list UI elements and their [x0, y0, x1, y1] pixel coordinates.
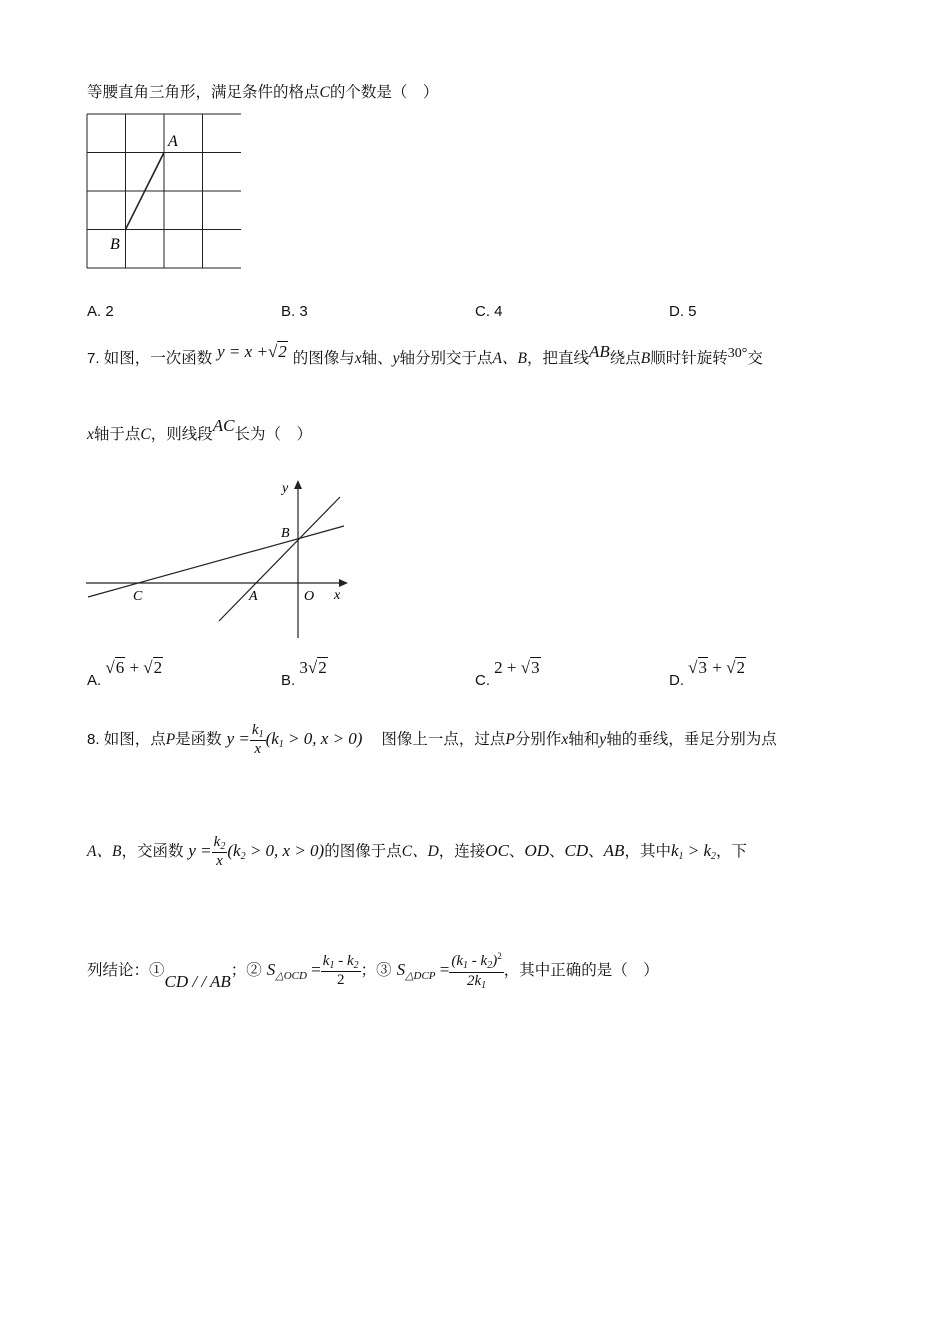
q6-option-b[interactable]: B. 3	[281, 303, 308, 320]
q7-option-d[interactable]: D. √3 + √2	[669, 658, 745, 689]
q8-number: 8.	[87, 731, 104, 748]
label-a: A	[249, 589, 258, 604]
line-ab	[219, 497, 340, 621]
label-c: C	[133, 589, 143, 604]
q6-option-a[interactable]: A. 2	[87, 303, 114, 320]
q6-stem	[87, 80, 438, 102]
q6-stem-text: 等腰直角三角形，满足条件的格点	[87, 83, 320, 101]
q8-function-k1: y = $\frac{k_1}{x}$ ($k_1 > 0$, x > 0)	[226, 721, 363, 758]
q7-option-a[interactable]: A. √6 + √2	[87, 658, 163, 689]
q7-number: 7.	[87, 350, 104, 367]
q8-conclusion-1: CD / / AB	[164, 972, 231, 991]
q8-function-k2: y = $\frac{k_2}{x}$ ($k_2 > 0$, x > 0)	[188, 833, 325, 870]
q7-segment-ac: AC	[212, 416, 235, 435]
line-cb	[88, 526, 344, 597]
q6-option-c[interactable]: C. 4	[475, 303, 503, 320]
q6-stem-tail: 的个数是（ ）	[329, 83, 439, 101]
q6-point-c: C	[319, 84, 330, 101]
q8-stem-line1: 8. 如图，点P是函数 y = $\frac{k_1}{x}$ ($k_1 > 0$, x > 0) 图像上一点，过点P分别作x轴和y轴的垂线，垂足分别为点	[87, 721, 777, 758]
q8-conclusion-3: $S_{\triangle DCP}$ = $\frac{(k_1 - k_2)^2}{2k_1}$	[396, 951, 502, 991]
q7-figure	[86, 476, 356, 642]
q6-option-d[interactable]: D. 5	[669, 303, 697, 320]
q6-grid-figure	[86, 113, 246, 273]
q7-stem-line2: x轴于点C，则线段AC长为（ ）	[87, 416, 313, 443]
q7-stem-line1: 7. 如图，一次函数 y = x +√2 的图像与x轴、y轴分别交于点A、B，把直线AB绕点B顺时针旋转30°交	[87, 342, 763, 367]
label-a: A	[168, 133, 178, 150]
q7-option-b[interactable]: B. 3√2	[281, 658, 327, 689]
q7-function: y = x +√2	[217, 342, 287, 361]
q8-stem-line2: A、B，交函数 y = $\frac{k_2}{x}$ ($k_2 > 0$, x > 0)的图像于点C、D，连接OC、OD、CD、AB，其中$k_1 > k_2$，下	[87, 833, 748, 870]
label-o: O	[304, 589, 315, 604]
q7-option-c[interactable]: C. 2 + √3	[475, 658, 540, 689]
label-x: x	[334, 588, 341, 603]
label-b: B	[281, 526, 290, 541]
q8-conclusion-2: $S_{\triangle OCD}$ = $\frac{k_1 - k_2}{2}$	[266, 952, 359, 989]
label-y: y	[282, 481, 289, 496]
q7-line-ab: AB	[589, 342, 610, 361]
q8-stem-line3: 列结论：①CD / / AB；② $S_{\triangle OCD}$ = $\frac{k_1 - k_2}{2}$ ；③ $S_{\triangle DCP}$ = $\frac{(k_1 - k_2)^2}{2k_1}$ ，其中正确的是（ ）	[87, 951, 659, 991]
label-b: B	[110, 236, 120, 253]
q7-angle: 30°	[727, 346, 748, 361]
